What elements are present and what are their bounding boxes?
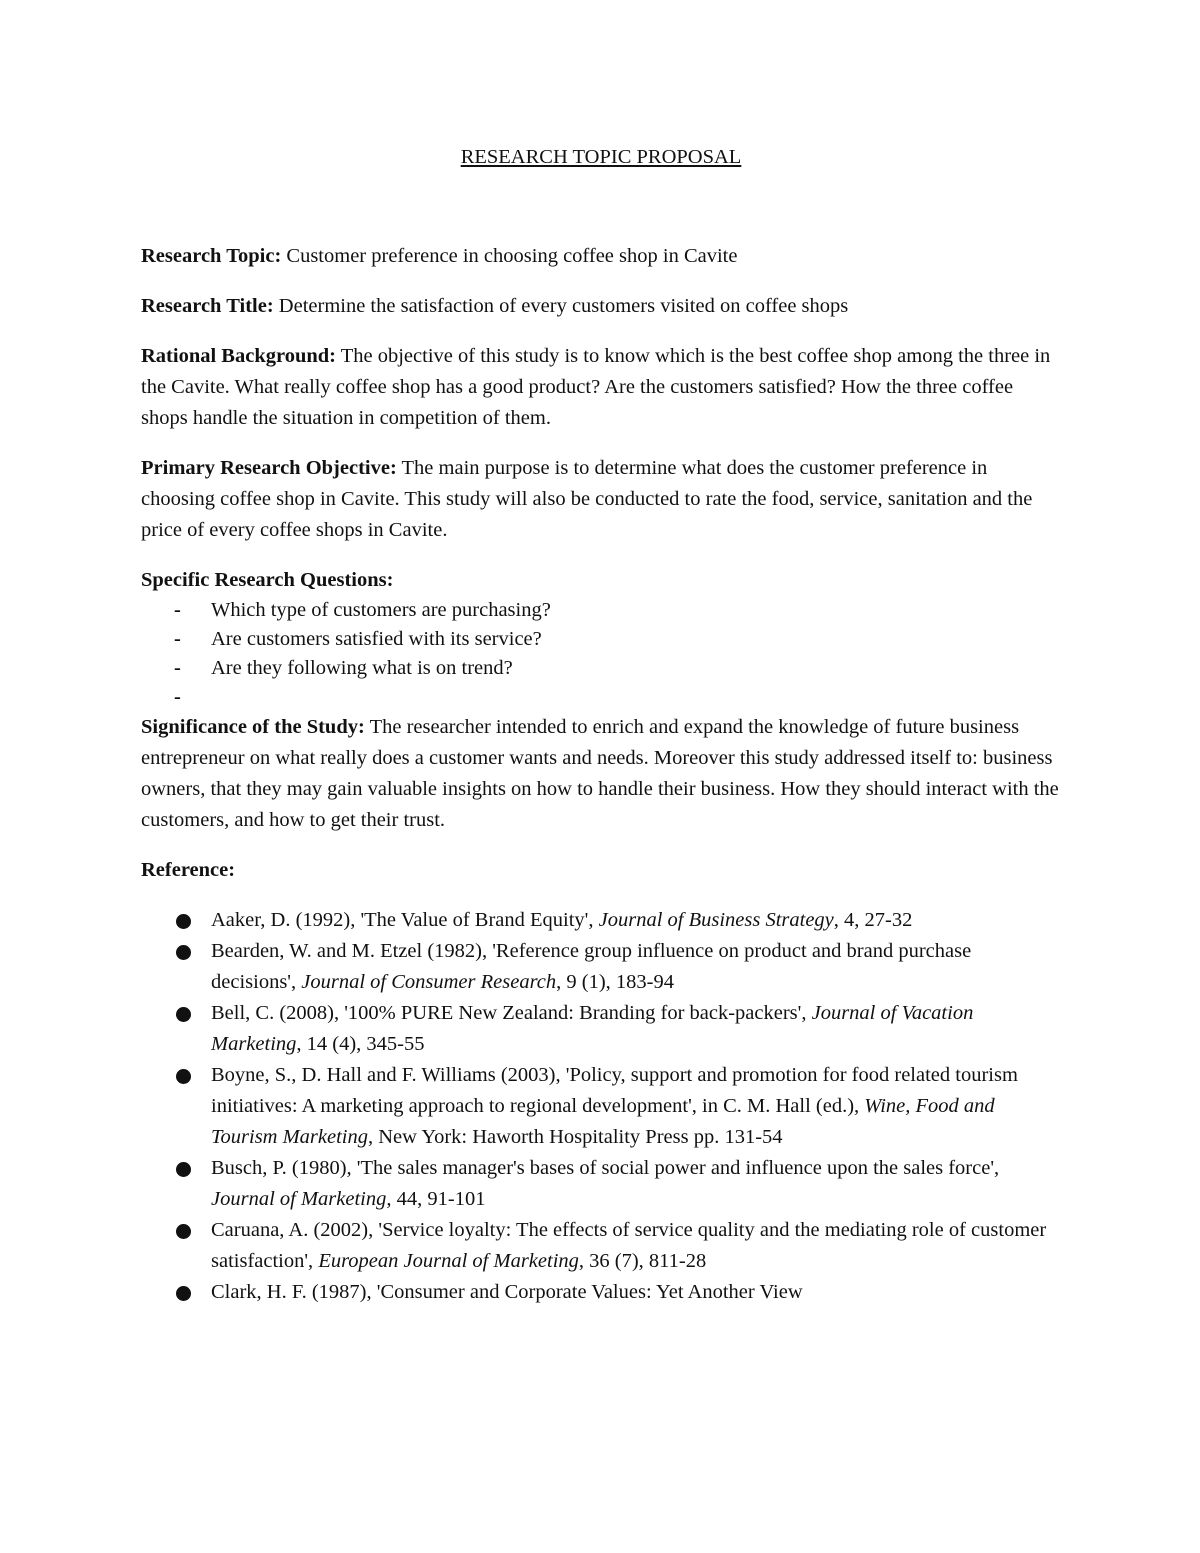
rational-background-label: Rational Background: [141, 345, 336, 367]
primary-objective-label: Primary Research Objective: [141, 457, 397, 479]
reference-item: Clark, H. F. (1987), 'Consumer and Corporate Values: Yet Another View [141, 1277, 1061, 1308]
bullet-icon [176, 1162, 191, 1177]
bullet-icon [176, 945, 191, 960]
reference-item: Caruana, A. (2002), 'Service loyalty: The effects of service quality and the mediating role of customer satisfaction', European Journal of Marketing, 36 (7), 811-28 [141, 1215, 1061, 1277]
reference-list [141, 905, 1061, 1308]
reference-item: Aaker, D. (1992), 'The Value of Brand Equity', Journal of Business Strategy, 4, 27-32 [141, 905, 1061, 936]
list-item [141, 683, 1061, 712]
reference-item: Boyne, S., D. Hall and F. Williams (2003), 'Policy, support and promotion for food related tourism initiatives: A marketing approach to regional development', in C. M. Hall (ed.), Wine, Food and Tourism Marketing, New York: Haworth Hospitality Press pp. 131-54 [141, 1060, 1061, 1153]
research-topic-value: Customer preference in choosing coffee shop in Cavite [281, 245, 738, 267]
dash-marker: - [174, 657, 181, 679]
reference-heading: Reference: [141, 859, 236, 881]
significance-paragraph [141, 712, 1061, 836]
research-title-label: Research Title: [141, 295, 274, 317]
document-page [141, 140, 1061, 1308]
bullet-icon [176, 1224, 191, 1239]
research-topic-paragraph [141, 241, 1061, 272]
reference-item: Bearden, W. and M. Etzel (1982), 'Reference group influence on product and brand purchase decisions', Journal of Consumer Research, 9 (1), 183-94 [141, 936, 1061, 998]
reference-item: Bell, C. (2008), '100% PURE New Zealand: Branding for back-packers', Journal of Vacation Marketing, 14 (4), 345-55 [141, 998, 1061, 1060]
bullet-icon [176, 1007, 191, 1022]
rational-background-paragraph [141, 341, 1061, 434]
list-item: - Are customers satisfied with its service? [141, 625, 1061, 654]
research-questions-list [141, 596, 1061, 712]
research-questions-heading: Specific Research Questions: [141, 569, 394, 591]
bullet-icon [176, 914, 191, 929]
primary-objective-paragraph [141, 453, 1061, 546]
significance-value: The researcher intended to enrich and expand the knowledge of future business entrepreneur on what really does a customer wants and needs. Moreover this study addressed itself to: business owners, that they may gain valuable insights on how to handle their business. How they should interact with the customers, and how to get their trust. [141, 716, 1059, 831]
dash-marker: - [174, 599, 181, 621]
research-title-value: Determine the satisfaction of every customers visited on coffee shops [273, 295, 849, 317]
reference-item: Busch, P. (1980), 'The sales manager's bases of social power and influence upon the sales force', Journal of Marketing, 44, 91-101 [141, 1153, 1061, 1215]
research-title-paragraph [141, 291, 1061, 322]
dash-marker: - [174, 686, 181, 708]
rational-background-value: The objective of this study is to know which is the best coffee shop among the three in the Cavite. What really coffee shop has a good product? Are the customers satisfied? How the three coffee shops handle the situation in competition of them. [141, 345, 1051, 429]
bullet-icon [176, 1286, 191, 1301]
list-item: - Are they following what is on trend? [141, 654, 1061, 683]
research-topic-label: Research Topic: [141, 245, 282, 267]
significance-label: Significance of the Study: [141, 716, 365, 738]
primary-objective-value: The main purpose is to determine what does the customer preference in choosing coffee shop in Cavite. This study will also be conducted to rate the food, service, sanitation and the price of every coffee shops in Cavite. [141, 457, 1033, 541]
document-title: RESEARCH TOPIC PROPOSAL [460, 146, 742, 168]
dash-marker: - [174, 628, 181, 650]
bullet-icon [176, 1069, 191, 1084]
list-item: - Which type of customers are purchasing? [141, 596, 1061, 625]
